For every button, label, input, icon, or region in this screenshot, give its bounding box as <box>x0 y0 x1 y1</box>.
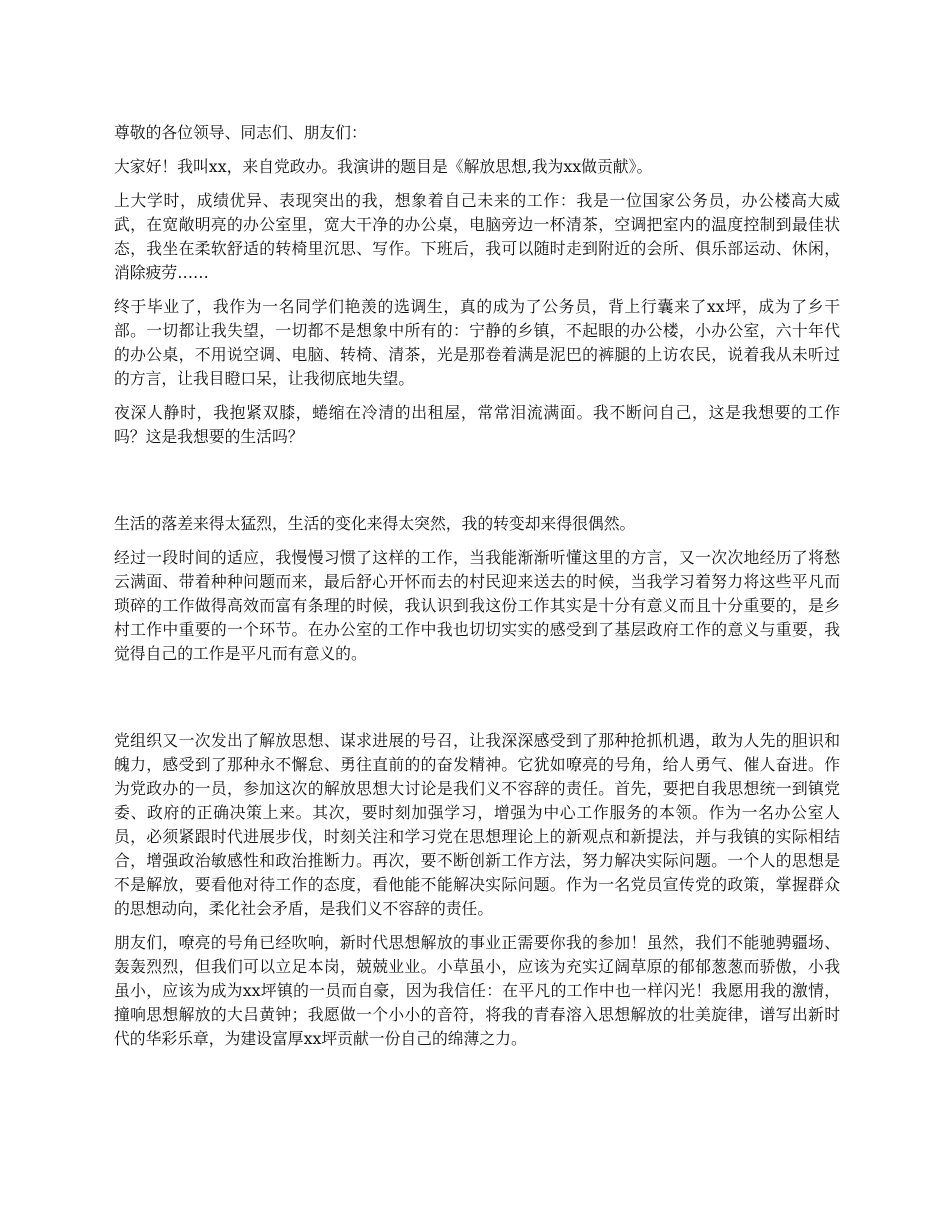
salutation: 尊敬的各位领导、同志们、朋友们： <box>114 123 367 142</box>
body-paragraph: 上大学时，成绩优异、表现突出的我，想象着自己未来的工作：我是一位国家公务员，办公楼高大威武，在宽敞明亮的办公室里，宽大干净的办公桌，电脑旁边一杯清茶，空调把室内的温度控制到最佳状态，我坐在柔软舒适的转椅里沉思、写作。下班后，我可以随时走到附近的会所、俱乐部运动、休闲，消除疲劳…… <box>114 191 840 282</box>
body-paragraph: 终于毕业了，我作为一名同学们艳羡的选调生，真的成为了公务员，背上行囊来了xx坪，成为了乡干部。一切都让我失望，一切都不是想象中所有的：宁静的乡镇，不起眼的办公楼，小办公室，六十年代的办公桌，不用说空调、电脑、转椅、清茶，光是那卷着满是泥巴的裤腿的上访农民，说着我从未听过的方言，让我目瞪口呆，让我彻底地失望。 <box>114 297 840 388</box>
body-paragraph: 生活的落差来得太猛烈，生活的变化来得太突然，我的转变却来得很偶然。 <box>114 514 636 533</box>
closing-paragraph: 朋友们，嘹亮的号角已经吹响，新时代思想解放的事业正需要你我的参加！虽然，我们不能驰骋疆场、轰轰烈烈，但我们可以立足本岗，兢兢业业。小草虽小，应该为充实辽阔草原的郁郁葱葱而骄傲，小我虽小，应该为成为xx坪镇的一员而自豪，因为我信任：在平凡的工作中也一样闪光！我愿用我的激情，撞响思想解放的大吕黄钟；我愿做一个小小的音符，将我的青春溶入思想解放的壮美旋律，谱写出新时代的华彩乐章，为建设富厚xx坪贡献一份自己的绵薄之力。 <box>114 933 840 1048</box>
section-spacer <box>114 459 840 512</box>
body-paragraph: 党组织又一次发出了解放思想、谋求进展的号召，让我深深感受到了那种抢抓机遇，敢为人先的胆识和魄力，感受到了那种永不懈怠、勇往直前的的奋发精神。它犹如嘹亮的号角，给人勇气、催人奋进。作为党政办的一员，参加这次的解放思想大讨论是我们义不容辞的责任。首先，要把自我思想统一到镇党委、政府的正确决策上来。其次，要时刻加强学习，增强为中心工作服务的本领。作为一名办公室人员，必须紧跟时代进展步伐，时刻关注和学习党在思想理论上的新观点和新提法，并与我镇的实际相结合，增强政治敏感性和政治推断力。再次，要不断创新工作方法，努力解决实际问题。一个人的思想是不是解放，要看他对待工作的态度，看他能不能解决实际问题。作为一名党员宣传党的政策，掌握群众的思想动向，柔化社会矛盾，是我们义不容辞的责任。 <box>114 731 840 918</box>
introduction-paragraph: 大家好！我叫xx，来自党政办。我演讲的题目是《解放思想,我为xx做贡献》。 <box>114 157 653 176</box>
section-spacer <box>114 676 840 729</box>
body-paragraph: 夜深人静时，我抱紧双膝，蜷缩在冷清的出租屋，常常泪流满面。我不断问自己，这是我想要的工作吗？这是我想要的生活吗？ <box>114 403 840 446</box>
document-body <box>114 121 840 1061</box>
body-paragraph: 经过一段时间的适应，我慢慢习惯了这样的工作，当我能渐渐听懂这里的方言，又一次次地经历了将愁云满面、带着种种问题而来，最后舒心开怀而去的村民迎来送去的时候，当我学习着努力将这些平凡而琐碎的工作做得高效而富有条理的时候，我认识到我这份工作其实是十分有意义而且十分重要的，是乡村工作中重要的一个环节。在办公室的工作中我也切切实实的感受到了基层政府工作的意义与重要，我觉得自己的工作是平凡而有意义的。 <box>114 548 840 663</box>
